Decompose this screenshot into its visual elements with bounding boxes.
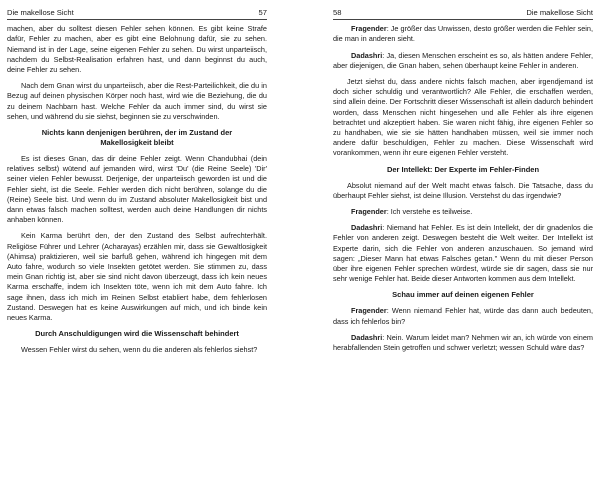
dialogue-text: : Ja, diesen Menschen erscheint es so, als hätten andere Fehler, aber diejenigen, die Gnan haben, sehen überhaupt keine Fehler in anderen. <box>333 50 593 70</box>
speaker-label: Fragender <box>351 24 387 34</box>
page-header <box>333 0 593 20</box>
page-number: 57 <box>258 8 267 17</box>
dialogue-text: : Je größer das Unwissen, desto größer werden die Fehler sein, die man in anderen sieht. <box>333 24 593 44</box>
page-header <box>7 0 267 20</box>
dialogue-text: : Ich verstehe es teilweise. <box>386 207 473 217</box>
dialogue-answer <box>333 223 593 284</box>
dialogue-text: : Nein. Warum leidet man? Nehmen wir an, ich würde von einem herabfallenden Stein getroffen und schwer verletzt; wessen Schuld wäre das? <box>333 332 593 353</box>
paragraph: Nach dem Gnan wirst du unparteiisch, aber die Rest-Parteilichkeit, die du in Bezug auf deinen physischen Körper noch hast, wird wie die Beziehung, die du zu deinem Nachbarn hast. Welche Fehler da auch immer sind, du wirst sie sehen, und während du sie siehst, beginnen sie zu verschwinden. <box>7 81 267 121</box>
dialogue-answer <box>333 333 593 353</box>
paragraph: Jetzt siehst du, dass andere nichts falsch machen, aber irgendjemand ist doch sicher schuldig und verantwortlich? Alle Fehler, die erschaffen werden, sind allein deine. Der Fortschritt dieser Wissenschaft ist allein dadurch behindert worden, dass Menschen nicht hingesehen und alle Fehler als ihre eigenen betrachtet und akzeptiert haben. Sie waren nicht fähig, ihre eigenen Fehler so zu handhaben, wie sie sie hätten handhaben müssen, weil sie immer noch andere dafür beschuldigen, Fehler zu machen. Diese Wissenschaft wird vorankommen, wenn ihr eure eigenen Fehler versteht. <box>333 77 593 158</box>
speaker-label: Dadashri <box>351 50 383 60</box>
speaker-label: Dadashri <box>351 223 383 233</box>
paragraph: machen, aber du solltest diesen Fehler sehen können. Es gibt keine Strafe dafür, Fehler zu machen, aber es gibt eine Belohnung dafür, sie zu sehen. Niemand ist in der Lage, seine eigenen Fehler zu sehen. Du wirst unparteiisch, nachdem du Selbst-Realisation erfahren hast, und dann beginnst du auch, deine Fehler zu sehen. <box>7 24 267 75</box>
speaker-label: Fragender <box>351 306 387 316</box>
section-heading: Der Intellekt: Der Experte im Fehler-Finden <box>386 164 540 174</box>
section-heading <box>7 128 267 148</box>
dialogue-question <box>333 306 593 326</box>
heading-line: Makellosigkeit bleibt <box>100 138 174 148</box>
dialogue-question <box>333 24 593 44</box>
heading-line: Nichts kann denjenigen berühren, der im Zustand der <box>41 128 233 138</box>
header-title: Die makellose Sicht <box>7 8 74 17</box>
dialogue-text: : Wenn niemand Fehler hat, würde das dann auch bedeuten, dass ich fehlerlos bin? <box>333 306 593 326</box>
page-number: 58 <box>333 8 342 17</box>
dialogue-question <box>333 207 593 217</box>
dialogue-text: : Niemand hat Fehler. Es ist dein Intellekt, der dir gnadenlos die Fehler von anderen zeigt. Deswegen besteht die Welt weiter. Der Intellekt ist Experte darin, sich die Fehler von anderen anzuschauen. So jemand wird sagen: „Dieser Mann hat etwas Falsches getan." Wenn du mit dieser Person über ihre eigenen Fehler sprechen würdest, würde sie dir sagen, dass sie nur sehr wenige Fehler hat. Beide dieser Antworten kommen aus dem Intellekt. <box>333 223 593 284</box>
dialogue-answer <box>333 51 593 71</box>
paragraph: Kein Karma berührt den, der den Zustand des Selbst aufrechterhält. Religiöse Führer und Lehrer (Acharayas) erzählen mir, dass sie Gewaltlosigkeit (Ahimsa) praktizieren, weil sie barfuß gehen, während ich hingegen mit dem Auto fahre, wodurch so viele Insekten getötet werden. Sie stimmen zu, dass mein Gnan richtig ist, aber sie sind nicht davon überzeugt, dass ich kein neues Karma erschaffe, indem ich Insekten töte, wenn ich mit dem Auto fahre. Ich sage ihnen, dass ich mich im Reinen Selbst etabliert habe, dem fehlerlosen Zustand. Deswegen hat es keine Auswirkungen auf mich, und ich binde kein neues Karma. <box>7 231 267 323</box>
paragraph: Es ist dieses Gnan, das dir deine Fehler zeigt. Wenn Chandubhai (dein relatives selbst) wütend auf jemanden wird, wirst 'Du' (die Reine Seele) 'Dir' seiner vielen Fehler bewusst. Derjenige, der unparteiisch geworden ist und die Fehler sieht, ist die Seele. Fehler werden dich nicht berühren, solange du die (Reine) Seele bist. Und wenn du im Zustand absoluter Makellosigkeit bist und dann etwas falsch machen solltest, werden auch deine Handlungen dir nichts anhaben können. <box>7 154 267 225</box>
speaker-label: Fragender <box>351 207 387 217</box>
section-heading: Durch Anschuldigungen wird die Wissenschaft behindert <box>35 329 239 339</box>
paragraph: Absolut niemand auf der Welt macht etwas falsch. Die Tatsache, dass du überhaupt Fehler siehst, ist deine Illusion. Verstehst du das irgendwie? <box>333 180 593 200</box>
speaker-label: Dadashri <box>351 332 383 342</box>
paragraph: Wessen Fehler wirst du sehen, wenn du die anderen als fehlerlos siehst? <box>21 345 258 355</box>
left-page <box>7 0 267 485</box>
header-title: Die makellose Sicht <box>526 8 593 17</box>
section-heading: Schau immer auf deinen eigenen Fehler <box>392 290 534 300</box>
right-page <box>333 0 593 485</box>
